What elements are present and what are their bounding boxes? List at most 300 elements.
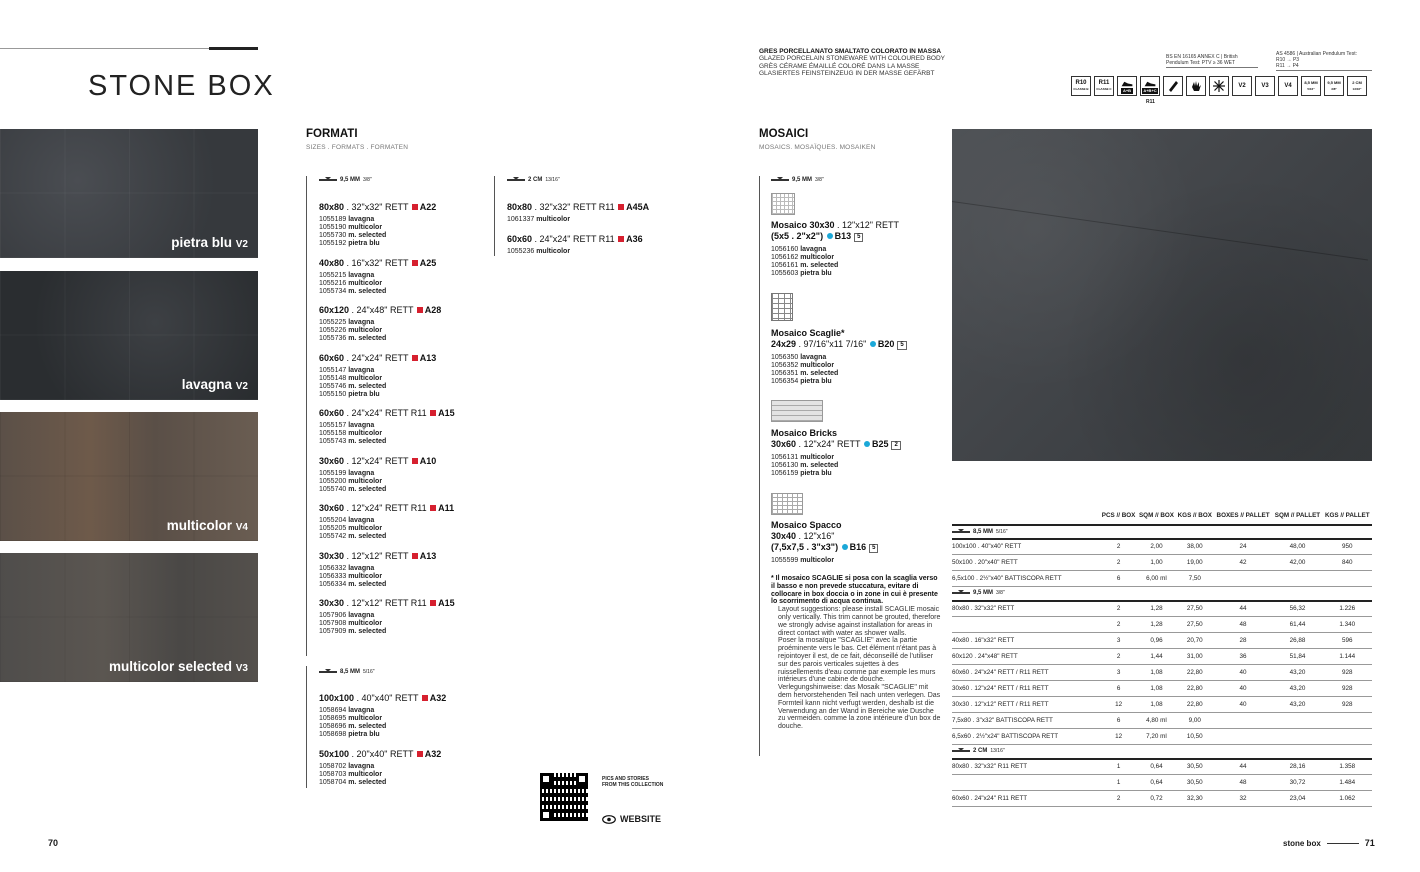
value-cell: 928 xyxy=(1323,697,1372,713)
red-square-icon xyxy=(412,458,418,464)
page-number-left: 70 xyxy=(48,838,59,848)
thickness-icon xyxy=(771,177,789,183)
value-cell: 23,04 xyxy=(1272,791,1322,807)
format-codes xyxy=(319,763,489,787)
table-header-row xyxy=(952,513,1372,525)
format-codes xyxy=(319,517,489,541)
swatch-label: multicolor selected V3 xyxy=(108,659,248,674)
formati-divider xyxy=(306,176,307,656)
table-row xyxy=(952,791,1372,807)
value-cell: 596 xyxy=(1323,633,1372,649)
table-row xyxy=(952,571,1372,587)
value-cell: 6 xyxy=(1100,713,1137,729)
mosaic-30x30-icon xyxy=(771,193,795,215)
product-code: 1055226 multicolor xyxy=(319,327,383,334)
value-cell xyxy=(1214,571,1273,587)
product-code: 1056350 lavagna xyxy=(771,354,827,361)
table-row xyxy=(952,759,1372,775)
red-square-icon xyxy=(422,695,428,701)
frost-icon xyxy=(1209,76,1229,96)
value-cell: 1,28 xyxy=(1137,601,1176,617)
value-cell: 4,80 ml xyxy=(1137,713,1176,729)
value-cell: 1,08 xyxy=(1137,697,1176,713)
format-item xyxy=(507,202,677,224)
format-cell: 40x80 . 16"x32" RETT xyxy=(952,633,1100,649)
value-cell: 0,64 xyxy=(1137,775,1176,791)
format-cell: 7,5x80 . 3"x32" BATTISCOPA RETT xyxy=(952,713,1100,729)
product-code: 1055743 m. selected xyxy=(319,438,387,445)
product-code: 1057908 multicolor xyxy=(319,620,383,627)
value-cell: 7,20 ml xyxy=(1137,729,1176,745)
value-cell: 7,50 xyxy=(1176,571,1214,587)
value-cell: 1,28 xyxy=(1137,617,1176,633)
value-cell: 30,72 xyxy=(1272,775,1322,791)
value-cell: 1,08 xyxy=(1137,665,1176,681)
table-row xyxy=(952,665,1372,681)
swatch-multicolor xyxy=(0,412,258,541)
blue-dot-icon xyxy=(864,441,870,447)
format-item xyxy=(319,749,489,787)
swatch-multicolor-selected xyxy=(0,553,258,682)
col-header: KGS // BOX xyxy=(1177,512,1212,519)
format-heading: 30x60 . 12"x24" RETT A10 xyxy=(319,456,437,466)
value-cell: 1,44 xyxy=(1137,649,1176,665)
col-header: BOXES // PALLET xyxy=(1216,512,1270,519)
product-code: 1058694 lavagna xyxy=(319,707,375,714)
format-codes xyxy=(319,470,489,494)
table-row xyxy=(952,713,1372,729)
format-item xyxy=(319,202,489,248)
mosaici-divider xyxy=(759,176,760,756)
value-cell: 2 xyxy=(1100,649,1137,665)
format-heading: 50x100 . 20"x40" RETT A32 xyxy=(319,749,442,759)
value-cell: 40 xyxy=(1214,681,1273,697)
format-item xyxy=(319,693,489,739)
shoe-abc-icon: A+B+C xyxy=(1140,76,1160,96)
mosaic-item: Mosaico Bricks 30x60 . 12"x24" RETT B25 2 1056131 multicolor 1056130 m. selected 1056159 pietra blu xyxy=(771,428,941,478)
value-cell xyxy=(1214,729,1273,745)
qr-caption: PICS AND STORIES FROM THIS COLLECTION xyxy=(602,776,664,788)
product-code: 1055147 lavagna xyxy=(319,367,375,374)
formati-divider xyxy=(306,666,307,788)
red-square-icon xyxy=(417,751,423,757)
table-row xyxy=(952,697,1372,713)
red-square-icon xyxy=(417,307,423,313)
format-heading: 60x120 . 24"x48" RETT A28 xyxy=(319,305,442,315)
thickness-95-icon: 9,5 MM 3/8" xyxy=(1324,76,1344,96)
product-code: 1056333 multicolor xyxy=(319,573,383,580)
red-square-icon xyxy=(412,553,418,559)
format-codes xyxy=(319,422,489,446)
value-cell: 51,84 xyxy=(1272,649,1322,665)
value-cell: 0,96 xyxy=(1137,633,1176,649)
product-code: 1058698 pietra blu xyxy=(319,731,380,738)
product-code: 1058696 m. selected xyxy=(319,723,387,730)
col-header: PCS // BOX xyxy=(1101,512,1136,519)
format-codes xyxy=(507,216,677,224)
header-accent-rule xyxy=(209,47,258,50)
format-codes xyxy=(319,707,489,739)
format-cell: 6,5x100 . 2½"x40" BATTISCOPA RETT xyxy=(952,571,1100,587)
product-code: 1058695 multicolor xyxy=(319,715,383,722)
product-code: 1055157 lavagna xyxy=(319,422,375,429)
value-cell: 42,00 xyxy=(1272,555,1322,571)
product-code: 1058702 lavagna xyxy=(319,763,375,770)
product-code: 1055189 lavagna xyxy=(319,216,375,223)
red-square-icon xyxy=(430,505,436,511)
pen-resistance-icon xyxy=(1163,76,1183,96)
value-cell: 27,50 xyxy=(1176,617,1214,633)
table-group-row: 2 CM 13/16" xyxy=(952,745,1372,759)
value-cell: 32,30 xyxy=(1176,791,1214,807)
v4-icon: V4 xyxy=(1278,76,1298,96)
value-cell: 22,80 xyxy=(1176,665,1214,681)
swatch-lavagna xyxy=(0,271,258,400)
thickness-icon xyxy=(507,177,525,183)
format-cell xyxy=(952,617,1100,633)
value-cell: 56,32 xyxy=(1272,601,1322,617)
product-code: 1056160 lavagna xyxy=(771,246,827,253)
format-heading: 30x60 . 12"x24" RETT R11 A11 xyxy=(319,503,455,513)
value-cell: 1 xyxy=(1100,759,1137,775)
box-qty-badge: 5 xyxy=(854,233,863,242)
format-cell: 30x30 . 12"x12" RETT / R11 RETT xyxy=(952,697,1100,713)
red-square-icon xyxy=(412,355,418,361)
value-cell: 43,20 xyxy=(1272,681,1322,697)
value-cell: 30,50 xyxy=(1176,775,1214,791)
format-heading: 40x80 . 16"x32" RETT A25 xyxy=(319,258,437,268)
value-cell: 22,80 xyxy=(1176,681,1214,697)
value-cell: 36 xyxy=(1214,649,1273,665)
mosaic-item: Mosaico 30x30 . 12"x12" RETT (5x5 . 2"x2") B13 5 1056160 lavagna 1056162 multicolor 1056161 m. selected 1055603 pietra blu xyxy=(771,220,941,278)
product-code: 1055225 lavagna xyxy=(319,319,375,326)
r11-caption: R11 xyxy=(1146,99,1155,105)
value-cell: 2 xyxy=(1100,617,1137,633)
product-code: 1055603 pietra blu xyxy=(771,270,832,277)
value-cell: 28,16 xyxy=(1272,759,1322,775)
red-square-icon xyxy=(618,204,624,210)
value-cell xyxy=(1272,729,1322,745)
value-cell: 26,88 xyxy=(1272,633,1322,649)
value-cell: 61,44 xyxy=(1272,617,1322,633)
product-code: 1056161 m. selected xyxy=(771,262,839,269)
format-heading: 100x100 . 40"x40" RETT A32 xyxy=(319,693,447,703)
mosaici-heading: MOSAICI MOSAICS. MOSAÏQUES. MOSAIKEN xyxy=(759,128,876,151)
mosaic-codes xyxy=(771,246,941,278)
table-row xyxy=(952,633,1372,649)
value-cell: 44 xyxy=(1214,601,1273,617)
std-rule xyxy=(1166,67,1258,68)
hand-icon xyxy=(1186,76,1206,96)
product-code: 1055236 multicolor xyxy=(507,248,571,255)
value-cell xyxy=(1323,729,1372,745)
red-square-icon xyxy=(430,600,436,606)
thickness-marker: 9,5 MM 3/8" xyxy=(771,177,824,183)
value-cell: 3 xyxy=(1100,665,1137,681)
format-heading: 80x80 . 32"x32" RETT R11 A45A xyxy=(507,202,650,212)
product-code: 1055148 multicolor xyxy=(319,375,383,382)
format-cell: 60x60 . 24"x24" RETT / R11 RETT xyxy=(952,665,1100,681)
format-heading: 30x30 . 12"x12" RETT R11 A15 xyxy=(319,598,455,608)
product-code: 1055216 multicolor xyxy=(319,280,383,287)
format-codes xyxy=(319,216,489,248)
value-cell: 12 xyxy=(1100,729,1137,745)
eye-icon xyxy=(602,815,616,824)
product-code: 1056334 m. selected xyxy=(319,581,387,588)
product-code: 1057909 m. selected xyxy=(319,628,387,635)
format-heading: 30x30 . 12"x12" RETT A13 xyxy=(319,551,437,561)
product-code: 1055740 m. selected xyxy=(319,486,387,493)
mosaic-scaglie-icon xyxy=(771,293,793,321)
value-cell: 1.484 xyxy=(1323,775,1372,791)
format-heading: 80x80 . 32"x32" RETT A22 xyxy=(319,202,437,212)
product-code: 1055599 multicolor xyxy=(771,557,835,564)
value-cell: 928 xyxy=(1323,681,1372,697)
red-square-icon xyxy=(412,260,418,266)
format-codes xyxy=(319,272,489,296)
product-code: 1055736 m. selected xyxy=(319,335,387,342)
format-cell: 60x120 . 24"x48" RETT xyxy=(952,649,1100,665)
value-cell: 38,00 xyxy=(1176,539,1214,555)
format-item xyxy=(319,598,489,636)
format-item xyxy=(319,305,489,343)
value-cell: 3 xyxy=(1100,633,1137,649)
product-code: 1055215 lavagna xyxy=(319,272,375,279)
value-cell: 48,00 xyxy=(1272,539,1322,555)
value-cell: 43,20 xyxy=(1272,697,1322,713)
format-cell: 80x80 . 32"x32" RETT xyxy=(952,601,1100,617)
format-item xyxy=(319,353,489,399)
value-cell: 1,00 xyxy=(1137,555,1176,571)
product-code: 1056130 m. selected xyxy=(771,462,839,469)
red-square-icon xyxy=(618,236,624,242)
product-code: 1055190 multicolor xyxy=(319,224,383,231)
value-cell: 1.340 xyxy=(1323,617,1372,633)
table-row xyxy=(952,601,1372,617)
value-cell: 20,70 xyxy=(1176,633,1214,649)
formati-divider xyxy=(494,176,495,256)
value-cell: 43,20 xyxy=(1272,665,1322,681)
thickness-icon xyxy=(319,669,337,675)
website-link[interactable]: WEBSITE xyxy=(602,814,661,824)
format-item xyxy=(319,258,489,296)
value-cell: 42 xyxy=(1214,555,1273,571)
product-code: 1055158 multicolor xyxy=(319,430,383,437)
packing-table xyxy=(952,513,1372,807)
product-code: 1055199 lavagna xyxy=(319,470,375,477)
value-cell: 1.062 xyxy=(1323,791,1372,807)
r11-icon: R11 CLASSE C xyxy=(1094,76,1114,96)
format-codes xyxy=(319,565,489,589)
product-code: 1057906 lavagna xyxy=(319,612,375,619)
as-standard-note: AS 4586 | Australian Pendulum Test: R10 → P3 R11 → P4 xyxy=(1276,51,1357,69)
value-cell: 1 xyxy=(1100,775,1137,791)
table-row xyxy=(952,555,1372,571)
format-cell: 80x80 . 32"x32" R11 RETT xyxy=(952,759,1100,775)
format-item xyxy=(319,503,489,541)
blue-dot-icon xyxy=(870,341,876,347)
v2-icon: V2 xyxy=(1232,76,1252,96)
format-item xyxy=(319,551,489,589)
value-cell: 27,50 xyxy=(1176,601,1214,617)
value-cell: 0,64 xyxy=(1137,759,1176,775)
col-header: SQM // PALLET xyxy=(1274,512,1321,519)
thickness-icon xyxy=(952,748,970,754)
bs-standard-note: BS EN 16165 ANNEX C | British Pendulum Test: PTV ≥ 36 WET xyxy=(1166,54,1238,66)
value-cell: 48 xyxy=(1214,775,1273,791)
product-code: 1055205 multicolor xyxy=(319,525,383,532)
value-cell: 840 xyxy=(1323,555,1372,571)
qr-code[interactable] xyxy=(540,773,588,821)
std-rule xyxy=(1276,70,1372,71)
value-cell: 2 xyxy=(1100,539,1137,555)
value-cell: 48 xyxy=(1214,617,1273,633)
thickness-icon xyxy=(952,590,970,596)
format-item xyxy=(319,456,489,494)
red-square-icon xyxy=(430,410,436,416)
value-cell: 28 xyxy=(1214,633,1273,649)
table-row xyxy=(952,617,1372,633)
product-code: 1056352 multicolor xyxy=(771,362,835,369)
r10-icon: R10 CLASSE B xyxy=(1071,76,1091,96)
value-cell: 30,50 xyxy=(1176,759,1214,775)
thickness-marker: 9,5 MM 3/8" xyxy=(319,177,372,183)
value-cell xyxy=(1214,713,1273,729)
value-cell: 1.226 xyxy=(1323,601,1372,617)
product-code: 1055204 lavagna xyxy=(319,517,375,524)
product-code: 1056159 pietra blu xyxy=(771,470,832,477)
blue-dot-icon xyxy=(827,233,833,239)
value-cell: 2,00 xyxy=(1137,539,1176,555)
table-row xyxy=(952,539,1372,555)
product-code: 1055150 pietra blu xyxy=(319,391,380,398)
product-code: 1055742 m. selected xyxy=(319,533,387,540)
format-codes xyxy=(319,612,489,636)
value-cell: 22,80 xyxy=(1176,697,1214,713)
mosaic-bricks-icon xyxy=(771,400,823,422)
format-heading: 60x60 . 24"x24" RETT R11 A36 xyxy=(507,234,643,244)
table-row xyxy=(952,775,1372,791)
value-cell: 1.358 xyxy=(1323,759,1372,775)
value-cell: 9,00 xyxy=(1176,713,1214,729)
table-row xyxy=(952,681,1372,697)
value-cell: 6,00 ml xyxy=(1137,571,1176,587)
table-group-row: 9,5 MM 3/8" xyxy=(952,587,1372,601)
product-code: 1056162 multicolor xyxy=(771,254,835,261)
product-code: 1061337 multicolor xyxy=(507,216,571,223)
product-code: 1055192 pietra blu xyxy=(319,240,380,247)
format-cell: 100x100 . 40"x40" RETT xyxy=(952,539,1100,555)
value-cell: 31,00 xyxy=(1176,649,1214,665)
product-code: 1056131 multicolor xyxy=(771,454,835,461)
col-header: SQM // BOX xyxy=(1138,512,1174,519)
value-cell: 44 xyxy=(1214,759,1273,775)
blue-dot-icon xyxy=(842,544,848,550)
thickness-marker: 8,5 MM 5/16" xyxy=(319,669,375,675)
format-codes xyxy=(319,319,489,343)
value-cell: 2 xyxy=(1100,791,1137,807)
swatch-label: pietra blu V2 xyxy=(171,235,248,250)
value-cell xyxy=(1323,571,1372,587)
value-cell xyxy=(1272,713,1322,729)
formati-heading: FORMATI SIZES . FORMATS . FORMATEN xyxy=(306,128,409,151)
format-cell xyxy=(952,775,1100,791)
thickness-icon xyxy=(319,177,337,183)
thickness-icon xyxy=(952,529,970,535)
value-cell: 6 xyxy=(1100,571,1137,587)
value-cell: 24 xyxy=(1214,539,1273,555)
value-cell: 12 xyxy=(1100,697,1137,713)
value-cell xyxy=(1272,571,1322,587)
format-heading: 60x60 . 24"x24" RETT R11 A15 xyxy=(319,408,455,418)
value-cell: 40 xyxy=(1214,697,1273,713)
page-title: STONE BOX xyxy=(88,70,275,102)
product-code: 1058704 m. selected xyxy=(319,779,387,786)
format-cell: 50x100 . 20"x40" RETT xyxy=(952,555,1100,571)
value-cell: 928 xyxy=(1323,665,1372,681)
value-cell: 2 xyxy=(1100,601,1137,617)
page-footer-right: stone box 71 xyxy=(1283,838,1375,848)
format-codes xyxy=(507,248,677,256)
value-cell: 1.144 xyxy=(1323,649,1372,665)
col-header: KGS // PALLET xyxy=(1324,512,1370,519)
format-item xyxy=(319,408,489,446)
swatch-label: multicolor V4 xyxy=(166,518,248,533)
value-cell: 40 xyxy=(1214,665,1273,681)
v3-icon: V3 xyxy=(1255,76,1275,96)
swatch-pietra-blu xyxy=(0,129,258,258)
mosaic-codes xyxy=(771,354,941,386)
value-cell: 1,08 xyxy=(1137,681,1176,697)
box-qty-badge: 5 xyxy=(869,544,878,553)
value-cell: 0,72 xyxy=(1137,791,1176,807)
format-heading: 60x60 . 24"x24" RETT A13 xyxy=(319,353,437,363)
thickness-2cm-icon: 2 CM 13/16" xyxy=(1347,76,1367,96)
thickness-marker: 2 CM 13/16" xyxy=(507,177,560,183)
value-cell: 950 xyxy=(1323,539,1372,555)
product-code: 1056351 m. selected xyxy=(771,370,839,377)
product-code: 1055730 m. selected xyxy=(319,232,387,239)
product-code: 1055746 m. selected xyxy=(319,383,387,390)
product-code: 1058703 multicolor xyxy=(319,771,383,778)
format-codes xyxy=(319,367,489,399)
swatch-label: lavagna V2 xyxy=(181,377,248,392)
table-row xyxy=(952,729,1372,745)
mosaic-spacco-icon xyxy=(771,493,803,515)
value-cell: 19,00 xyxy=(1176,555,1214,571)
material-description: GRES PORCELLANATO SMALTATO COLORATO IN MASSA GLAZED PORCELAIN STONEWARE WITH COLOURED BODY GRÈS CÉRAME ÉMAILLÉ COLORÉ DANS LA MASSE GLASIERTES FEINSTEINZEUG IN DER MASSE GEFÄRBT xyxy=(759,48,945,77)
value-cell: 10,50 xyxy=(1176,729,1214,745)
value-cell: 2 xyxy=(1100,555,1137,571)
table-row xyxy=(952,649,1372,665)
value-cell: 32 xyxy=(1214,791,1273,807)
spec-icons xyxy=(1071,76,1367,96)
shoe-ab-icon: A+B xyxy=(1117,76,1137,96)
mosaic-item: Mosaico Scaglie* 24x29 . 97/16"x11 7/16" B20 5 1056350 lavagna 1056352 multicolor 1056351 m. selected 1056354 pietra blu xyxy=(771,328,941,386)
format-item xyxy=(507,234,677,256)
format-cell: 60x60 . 24"x24" R11 RETT xyxy=(952,791,1100,807)
product-code: 1056354 pietra blu xyxy=(771,378,832,385)
value-cell xyxy=(1323,713,1372,729)
product-code: 1055200 multicolor xyxy=(319,478,383,485)
format-cell: 6,5x60 . 2½"x24" BATTISCOPA RETT xyxy=(952,729,1100,745)
mosaic-codes xyxy=(771,454,941,478)
product-code: 1056332 lavagna xyxy=(319,565,375,572)
product-photo xyxy=(952,129,1372,461)
mosaic-codes xyxy=(771,557,941,565)
format-cell: 30x60 . 12"x24" RETT / R11 RETT xyxy=(952,681,1100,697)
product-code: 1055734 m. selected xyxy=(319,288,387,295)
